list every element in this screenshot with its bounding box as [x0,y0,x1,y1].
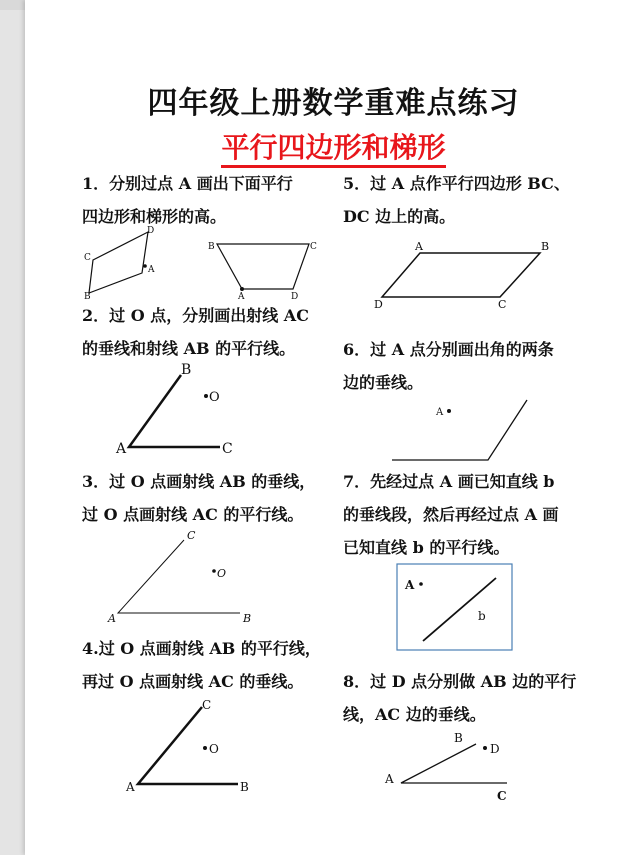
question-1-line-2: 四边形和梯形的高。 [82,207,227,226]
q8-angle [384,731,507,803]
q1-label-a: A [148,265,155,275]
q4-label-b: B [240,780,249,794]
q1-trap-label-a: A [238,292,245,302]
q1-trap-label-d: D [291,292,299,302]
question-8 [343,665,576,731]
q5-label-d: D [374,298,383,311]
q7-label-a: A [405,578,415,592]
q4-label-a: A [126,780,135,794]
question-7 [343,465,559,564]
q1-label-d: D [147,226,155,236]
q1-label-c: C [84,253,91,263]
q3-label-o: O [217,567,227,580]
q3-angle [107,529,251,625]
q5-label-b: B [541,240,550,253]
question-5 [343,167,570,233]
q8-label-c: C [497,789,507,803]
q3-label-c: C [187,529,196,542]
q2-label-a: A [116,441,127,457]
question-6-line-1: 6．过 A 点分别画出角的两条 [343,340,554,359]
q2-label-c: C [222,441,233,457]
q6-angle [392,400,527,460]
question-6-line-2: 边的垂线。 [343,373,424,392]
subtitle-text: 平行四边形和梯形 [221,131,445,168]
question-2-line-1: 2．过 O 点，分别画出射线 AC [82,306,309,325]
q8-label-b: B [454,731,463,745]
question-1-line-1: 1．分别过点 A 画出下面平行 [82,174,293,193]
q4-label-o: O [209,742,219,756]
question-6 [343,333,554,399]
q1-parallelogram [84,226,155,302]
question-7-line-1: 7．先经过点 A 画已知直线 b [343,472,555,491]
q8-label-d: D [490,742,500,756]
question-5-line-2: DC 边上的高。 [343,207,456,226]
q3-label-a: A [108,612,116,625]
question-2-line-2: 的垂线和射线 AB 的平行线。 [82,339,296,358]
q2-angle [115,362,233,457]
q1-label-b: B [84,292,91,302]
question-8-line-1: 8．过 D 点分别做 AB 边的平行 [343,672,577,691]
q7-box [397,564,512,650]
q4-angle [125,698,249,794]
question-4-line-2: 再过 O 点画射线 AC 的垂线。 [82,672,304,691]
q1-trapezoid [208,242,317,302]
question-3-line-2: 过 O 点画射线 AC 的平行线。 [82,505,304,524]
q8-label-a: A [385,772,394,786]
q5-parallelogram [374,240,549,311]
question-3-line-1: 3．过 O 点画射线 AB 的垂线， [82,472,316,491]
question-5-line-1: 5．过 A 点作平行四边形 BC、 [343,174,570,193]
question-4-line-1: 4.过 O 点画射线 AB 的平行线， [82,639,321,658]
question-7-line-2: 的垂线段，然后再经过点 A 画 [343,505,559,524]
q6-label-a: A [436,407,444,418]
q7-label-b: b [478,609,486,623]
q1-trap-label-c: C [310,242,317,252]
question-2 [82,299,309,365]
q5-label-a: A [415,240,423,253]
q4-label-c: C [202,698,212,712]
q3-label-b: B [243,612,252,625]
q5-label-c: C [498,298,507,311]
page-title: 四年级上册数学重难点练习 [147,86,520,121]
q2-label-o: O [209,390,220,405]
q2-label-b: B [181,362,192,378]
question-7-line-3: 已知直线 b 的平行线。 [343,538,510,557]
q1-trap-label-b: B [208,242,215,252]
question-8-line-2: 线，AC 边的垂线。 [343,705,486,724]
question-3 [82,465,315,531]
question-4 [82,632,321,698]
